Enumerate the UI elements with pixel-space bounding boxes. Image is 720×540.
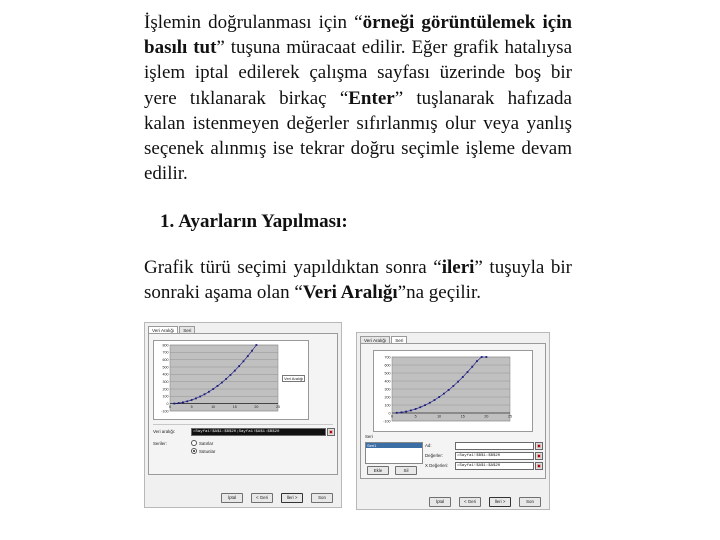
text-run: ileri — [441, 257, 475, 278]
chart-preview — [153, 340, 309, 420]
name-label: Ad: — [425, 443, 432, 448]
radio-columns-indicator — [191, 448, 197, 454]
data-point — [199, 396, 201, 398]
add-series-button[interactable]: Ekle — [367, 466, 389, 475]
cancel-button[interactable]: İptal — [429, 497, 451, 507]
data-point — [208, 391, 210, 393]
y-tick-label: 300 — [384, 387, 391, 392]
cancel-button[interactable]: İptal — [221, 493, 243, 503]
data-point — [438, 396, 440, 398]
data-point — [429, 402, 431, 404]
name-picker-icon[interactable]: ▣ — [535, 442, 543, 450]
text-run: Veri Aralığı — [302, 282, 398, 304]
y-tick-label: -100 — [383, 419, 391, 424]
y-tick-label: 800 — [162, 343, 169, 348]
x-tick-label: 5 — [414, 414, 417, 419]
radio-rows-indicator — [191, 440, 197, 446]
tab-panel — [148, 333, 338, 475]
series-in-label: Seriler: — [153, 441, 167, 446]
data-point — [247, 355, 249, 357]
x-values-input[interactable]: =Sayfa1!$A$1:$A$20 — [455, 462, 534, 470]
data-point — [415, 408, 417, 410]
data-point — [178, 402, 180, 404]
data-point — [401, 411, 403, 413]
text-run: ” tuşuna müracaat edilir. Eğer grafik hatalıysa işlem iptal edilerek çalışma sayfası üzerinde boş bir yere tıklanarak birkaç “ — [144, 37, 572, 109]
back-button[interactable]: < Geri — [251, 493, 273, 503]
y-tick-label: 400 — [162, 372, 169, 377]
plot-area — [170, 345, 278, 411]
chart-wizard-data-range-dialog — [144, 322, 342, 508]
x-tick-label: 20 — [254, 405, 259, 410]
data-point — [467, 371, 469, 373]
data-point — [396, 412, 398, 414]
values-label: Değerler: — [425, 453, 444, 458]
series-list[interactable] — [365, 442, 423, 464]
data-point — [251, 350, 253, 352]
x-tick-label: 0 — [391, 414, 393, 419]
data-point — [471, 366, 473, 368]
data-point — [182, 401, 184, 403]
data-point — [476, 360, 478, 362]
y-tick-label: 100 — [384, 403, 391, 408]
section-number: 1. — [160, 211, 175, 232]
section-title: Ayarların Yapılması: — [178, 211, 348, 232]
data-point — [234, 370, 236, 372]
y-tick-label: 400 — [384, 379, 391, 384]
tab-data-range[interactable]: Veri Aralığı — [360, 336, 390, 343]
x-tick-label: 25 — [508, 414, 512, 419]
data-range-label: Veri aralığı: — [153, 429, 176, 434]
remove-series-button[interactable]: Sil — [395, 466, 417, 475]
y-tick-label: 100 — [162, 394, 169, 399]
y-tick-label: 600 — [384, 363, 391, 368]
radio-columns-label: Sütunlar — [199, 448, 216, 454]
dialog-tabs — [360, 336, 408, 343]
values-input[interactable]: =Sayfa1!$B$1:$B$20 — [455, 452, 534, 460]
y-tick-label: 700 — [384, 355, 391, 360]
data-point — [448, 389, 450, 391]
next-step-paragraph — [144, 255, 572, 305]
range-picker-icon[interactable]: ▣ — [327, 428, 335, 436]
next-button[interactable]: İleri > — [489, 497, 511, 507]
tab-series[interactable]: Seri — [179, 326, 195, 333]
finish-button[interactable]: Son — [519, 497, 541, 507]
text-run: Grafik türü seçimi yapıldıktan sonra “ — [144, 257, 442, 278]
data-point — [204, 393, 206, 395]
text-run: örneği görüntülemek için basılı tut — [144, 12, 572, 59]
x-tick-label: 0 — [169, 405, 171, 410]
data-point — [424, 404, 426, 406]
y-tick-label: 500 — [384, 371, 391, 376]
dialog-tabs — [148, 326, 196, 333]
x-values-label: X Değerleri: — [425, 463, 449, 468]
x-tick-label: 10 — [437, 414, 442, 419]
data-point — [191, 399, 193, 401]
tab-panel — [360, 343, 546, 479]
y-tick-label: 0 — [388, 411, 391, 416]
x-tick-label: 10 — [211, 405, 216, 410]
text-run: ” tuşuyla bir sonraki aşama olan “ — [144, 257, 572, 304]
y-tick-label: 700 — [162, 350, 169, 355]
values-picker-icon[interactable]: ▣ — [535, 452, 543, 460]
text-run: Enter — [348, 87, 395, 109]
y-tick-label: 300 — [162, 379, 169, 384]
y-tick-label: 600 — [162, 357, 169, 362]
data-point — [405, 411, 407, 413]
data-point — [486, 356, 488, 358]
x-tick-label: 20 — [484, 414, 489, 419]
tab-data-range[interactable]: Veri Aralığı — [148, 326, 178, 333]
text-run: İşlemin doğrulanması için “ — [144, 12, 363, 33]
x-tick-label: 15 — [460, 414, 465, 419]
data-range-input[interactable]: =Sayfa1!$A$1:$B$20;Sayfa1!$A$1:$B$20 — [191, 428, 326, 436]
y-tick-label: 0 — [166, 401, 169, 406]
data-point — [221, 382, 223, 384]
x-values-picker-icon[interactable]: ▣ — [535, 462, 543, 470]
data-point — [434, 399, 436, 401]
x-tick-label: 15 — [232, 405, 237, 410]
data-point — [419, 406, 421, 408]
data-point — [225, 378, 227, 380]
data-point — [230, 374, 232, 376]
name-input[interactable] — [455, 442, 534, 450]
data-point — [481, 356, 483, 358]
radio-rows[interactable] — [191, 440, 213, 446]
chart-preview-plot — [374, 351, 532, 431]
data-point — [457, 381, 459, 383]
data-point — [256, 344, 258, 346]
data-point — [462, 376, 464, 378]
data-point — [195, 397, 197, 399]
chart-legend: Veri Aralığı — [284, 376, 304, 381]
chart-wizard-series-dialog — [356, 332, 550, 510]
radio-rows-label: Satırlar — [199, 440, 214, 446]
divider — [153, 424, 333, 425]
series-list-item[interactable]: Seri1 — [366, 443, 422, 448]
section-heading — [160, 209, 348, 234]
data-point — [186, 400, 188, 402]
back-button[interactable]: < Geri — [459, 497, 481, 507]
tab-series[interactable]: Seri — [391, 336, 407, 343]
data-point — [452, 385, 454, 387]
data-point — [238, 365, 240, 367]
text-run: ”na geçilir. — [397, 282, 481, 304]
data-point — [243, 360, 245, 362]
y-tick-label: -100 — [161, 409, 169, 414]
next-button[interactable]: İleri > — [281, 493, 303, 503]
x-tick-label: 5 — [190, 405, 193, 410]
data-point — [212, 388, 214, 390]
text-run: ” tuşlanarak hafızada kalan istenmeyen değerler sıfırlanmış olur veya yanlış seçenek alınmış ise tekrar doğru seçimle işleme devam edilir. — [144, 87, 572, 185]
data-point — [173, 403, 175, 405]
radio-columns[interactable] — [191, 448, 215, 454]
data-point — [217, 385, 219, 387]
instruction-paragraph — [144, 10, 572, 186]
y-tick-label: 200 — [384, 395, 391, 400]
data-point — [443, 393, 445, 395]
series-group-label: Seri — [365, 434, 373, 439]
y-tick-label: 200 — [162, 387, 169, 392]
finish-button[interactable]: Son — [311, 493, 333, 503]
x-tick-label: 25 — [276, 405, 280, 410]
chart-preview — [373, 350, 533, 432]
y-tick-label: 500 — [162, 365, 169, 370]
data-point — [410, 410, 412, 412]
